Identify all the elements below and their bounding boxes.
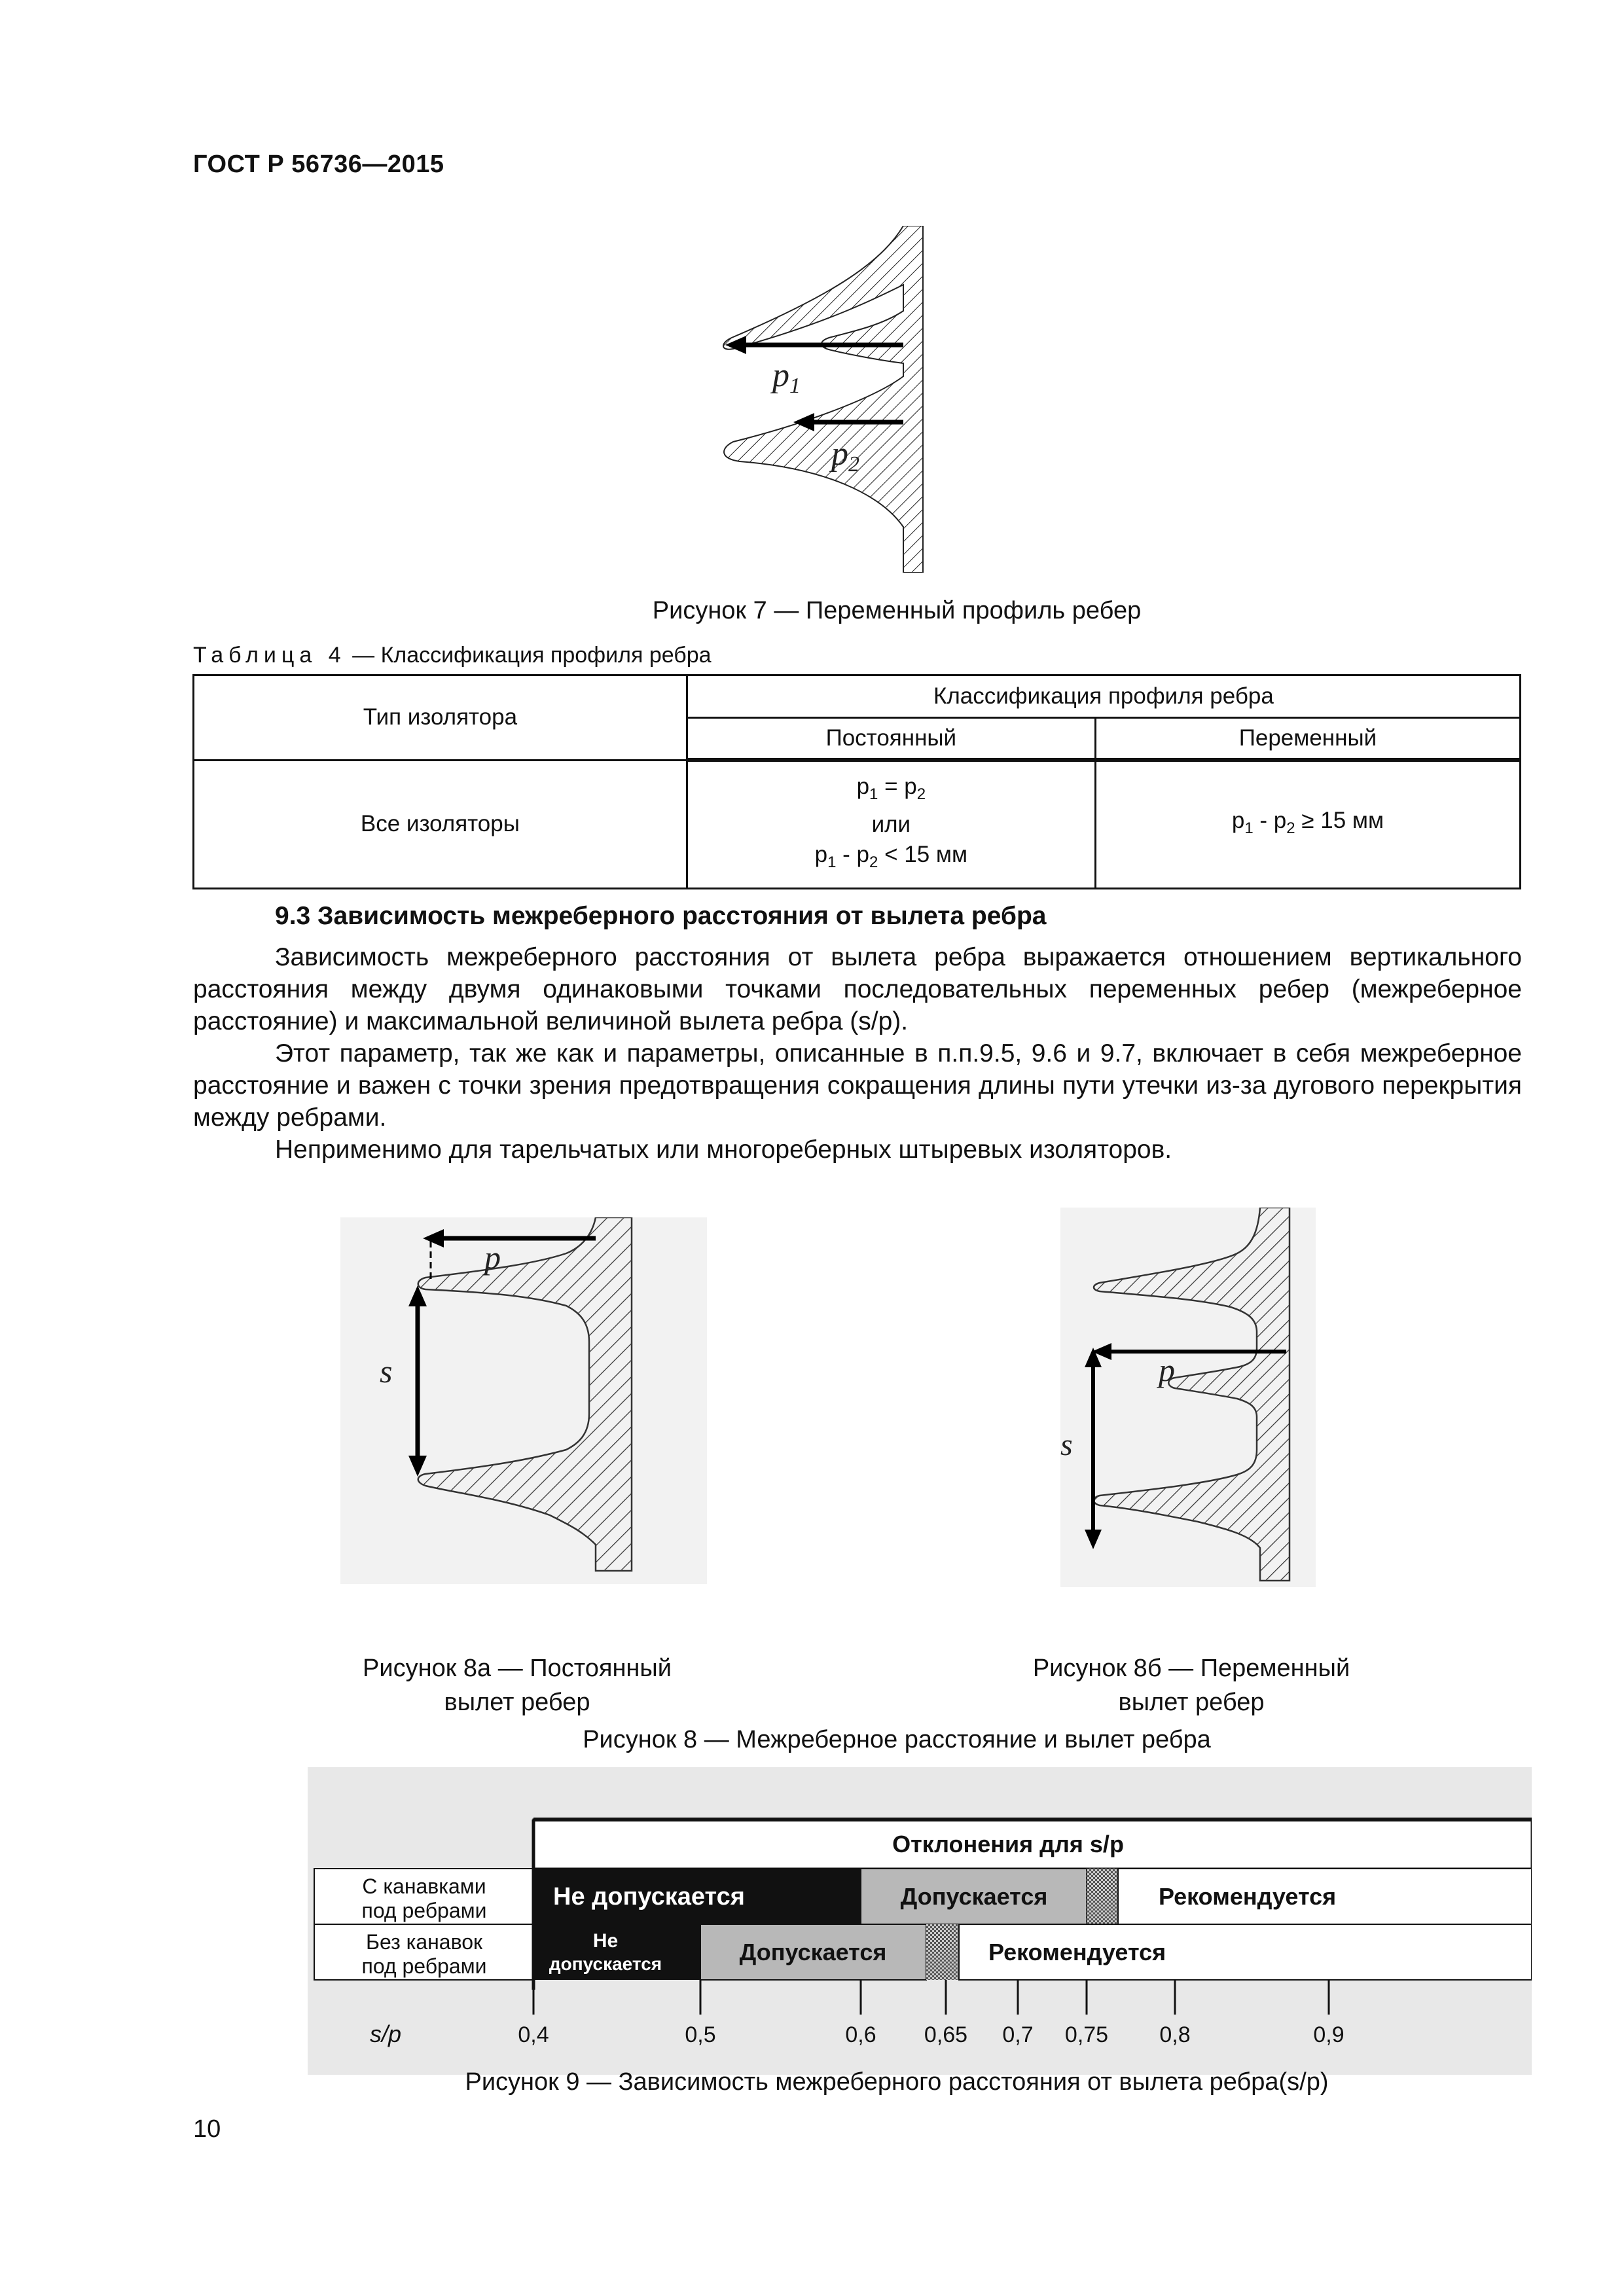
figure-8a-caption (327, 1651, 707, 1719)
table-4-caption-prefix: Таблица 4 (193, 643, 346, 668)
axis-tick-label-3: 0,65 (924, 2022, 968, 2047)
table-header-constant: Постоянный (687, 718, 1095, 761)
row1-recommended-text: Рекомендуется (1159, 1883, 1337, 1910)
axis-tick-label-1: 0,5 (685, 2022, 716, 2047)
row1-not-allowed-text: Не допускается (553, 1883, 745, 1910)
axis-tick-label-4: 0,7 (1002, 2022, 1034, 2047)
row2-recommended-text: Рекомендуется (988, 1939, 1166, 1965)
section-paragraph-1: Зависимость межреберного расстояния от вылета ребра выражается отношением вертикального расстояния между двумя одинаковыми точками последовательных переменных ребер (межреберное расстояние) и максимальной величиной вылета ребра (s/p). (193, 943, 1522, 1035)
table-4-caption-rest: — Классификация профиля ребра (346, 643, 712, 668)
chart-title: Отклонения для s/p (892, 1831, 1124, 1857)
table-header-variable: Переменный (1095, 718, 1520, 761)
section-paragraph-3: Неприменимо для тарельчатых или многореберных штыревых изоляторов. (275, 1136, 1172, 1164)
section-heading: 9.3 Зависимость межреберного расстояния от вылета ребра (275, 902, 1047, 930)
figure-8a-caption-line1: Рисунок 8а — Постоянный (363, 1655, 672, 1682)
axis-tick-label-7: 0,9 (1313, 2022, 1344, 2047)
row1-label-line2: под ребрами (361, 1899, 487, 1922)
figure-8a-drawing (340, 1217, 707, 1584)
row1-label-line1: С канавками (362, 1874, 486, 1898)
constant-condition-line1: $p_1 = p_2$ (856, 774, 926, 803)
row2-label-line2: под ребрами (361, 1954, 487, 1978)
row2-label-line1: Без канавок (365, 1930, 483, 1954)
8b-label-s: s (1060, 1427, 1073, 1462)
row2-not-allowed-line2: допускается (549, 1954, 662, 1974)
axis-tick-label-2: 0,6 (845, 2022, 876, 2047)
row2-allowed-text: Допускается (739, 1939, 887, 1965)
label-p1: p1 (772, 357, 801, 398)
row1-allowed-text: Допускается (900, 1883, 1048, 1910)
row2-not-allowed-line1: Не (592, 1930, 619, 1952)
axis-tick-label-6: 0,8 (1159, 2022, 1191, 2047)
table-cell-constant-condition (687, 760, 1095, 889)
page-number: 10 (193, 2115, 221, 2143)
axis-tick-label-0: 0,4 (518, 2022, 549, 2047)
figure-8b-drawing (1060, 1208, 1316, 1587)
insulator-core-shape (723, 226, 923, 573)
figure-7-drawing (713, 226, 949, 573)
axis-tick-label-5: 0,75 (1064, 2022, 1109, 2047)
8a-label-s: s (380, 1353, 393, 1390)
table-header-group: Классификация профиля ребра (687, 675, 1520, 718)
figure-9-caption: Рисунок 9 — Зависимость межреберного расстояния от вылета ребра(s/p) (465, 2068, 1329, 2096)
table-4 (192, 674, 1521, 889)
section-paragraph-2: Этот параметр, так же как и параметры, описанные в п.п.9.5, 9.6 и 9.7, включает в себя межреберное расстояние и важен с точки зрения предотвращения сокращения длины пути утечки из-за дугового перекрытия между ребрами. (193, 1039, 1522, 1132)
table-cell-variable-condition: $p_1 - p_2 \ge 15$ мм (1095, 760, 1520, 889)
table-header-type: Тип изолятора (194, 675, 687, 761)
figure-7-caption: Рисунок 7 — Переменный профиль ребер (652, 597, 1142, 624)
figure-8-caption: Рисунок 8 — Межреберное расстояние и вылет ребра (583, 1726, 1211, 1753)
figure-8b-caption (982, 1651, 1401, 1719)
table-4-caption (193, 643, 712, 668)
row2-transition-bar (926, 1924, 959, 1980)
label-p2: p2 (831, 435, 859, 476)
constant-condition-line3: $p_1 - p_2 < 15$ мм (814, 842, 968, 871)
constant-condition-line2: или (871, 812, 911, 837)
document-header: ГОСТ Р 56736—2015 (193, 151, 444, 178)
row1-transition-bar (1087, 1869, 1118, 1924)
figure-8b-caption-line2: вылет ребер (1118, 1689, 1265, 1716)
figure-9-chart (308, 1767, 1532, 2075)
8a-label-p: p (484, 1239, 501, 1276)
figure-8a-caption-line2: вылет ребер (444, 1689, 590, 1716)
8b-label-p: p (1159, 1352, 1175, 1388)
axis-label: s/p (370, 2020, 402, 2047)
figure-8b-caption-line1: Рисунок 8б — Переменный (1032, 1655, 1350, 1682)
table-cell-all-insulators: Все изоляторы (194, 760, 687, 889)
